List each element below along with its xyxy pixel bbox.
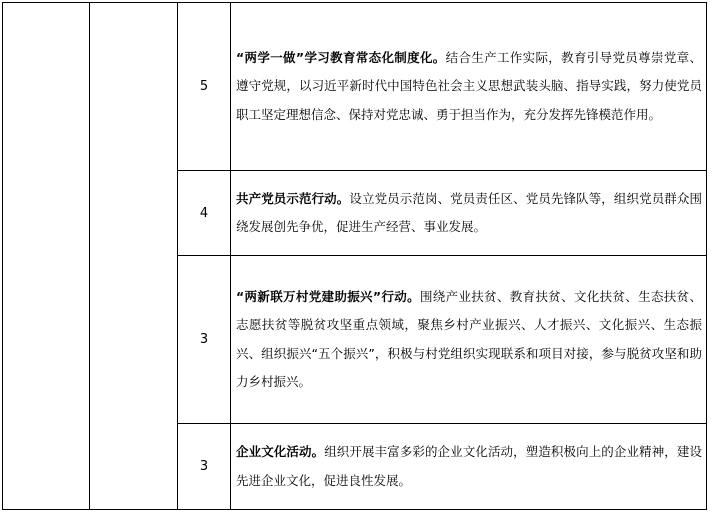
content-cell [231, 256, 707, 424]
score-cell: 4 [178, 171, 231, 256]
assessment-table [2, 2, 707, 510]
item-body: 设立党员示范岗、党员责任区、党员先锋队等，组织党员群众围绕发展创先争优，促进生产经营、事业发展。 [236, 190, 702, 234]
item-body: 组织开展丰富多彩的企业文化活动，塑造积极向上的企业精神，建设先进企业文化，促进良性发展。 [236, 444, 702, 488]
item-title: 共产党员示范行动。 [236, 190, 350, 206]
content-cell [231, 171, 707, 256]
item-body: 结合生产工作实际，教育引导党员尊崇党章、遵守党规，以习近平新时代中国特色社会主义思想武装头脑、指导实践，努力使党员职工坚定理想信念、保持对党忠诚、勇于担当作为，充分发挥先锋模范作用。 [236, 50, 702, 122]
score-cell: 3 [178, 424, 231, 510]
score-cell: 3 [178, 256, 231, 424]
category-cell [3, 3, 90, 510]
content-cell [231, 3, 707, 171]
content-cell [231, 424, 707, 510]
item-title: “两学一做”学习教育常态化制度化。 [236, 50, 446, 66]
item-body: 围绕产业扶贫、教育扶贫、文化扶贫、生态扶贫、志愿扶贫等脱贫攻坚重点领域，聚焦乡村产业振兴、人才振兴、文化振兴、生态振兴、组织振兴“五个振兴”，积极与村党组织实现联系和项目对接，参与脱贫攻坚和助力乡村振兴。 [236, 288, 702, 389]
score-cell: 5 [178, 3, 231, 171]
subcategory-cell [90, 3, 178, 510]
item-title: “两新联万村党建助振兴”行动。 [236, 288, 420, 304]
item-title: 企业文化活动。 [236, 444, 325, 460]
table-row [3, 3, 707, 171]
